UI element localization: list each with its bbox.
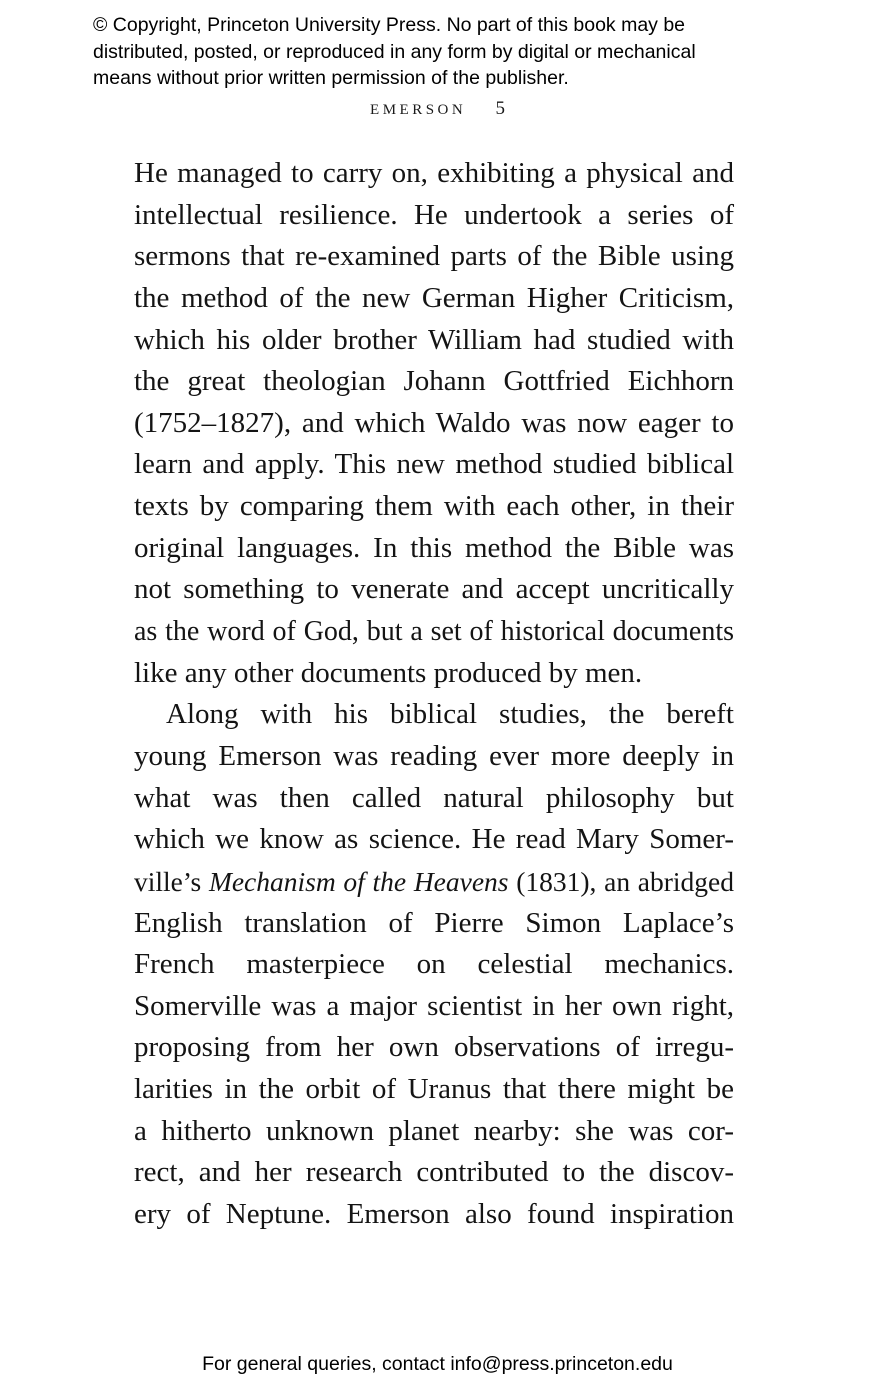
body-text — [134, 153, 734, 1236]
footer-contact: For general queries, contact info@press.princeton.edu — [202, 1353, 673, 1375]
text-line: as the word of God, but a set of historical documents — [134, 616, 734, 648]
text-line: original languages. In this method the Bible was — [134, 531, 734, 564]
text-line: learn and apply. This new method studied biblical — [134, 448, 734, 481]
copyright-line: © Copyright, Princeton University Press. No part of this book may be — [93, 14, 686, 36]
text-line: a hitherto unknown planet nearby: she was cor- — [134, 1114, 734, 1147]
text-line: the great theologian Johann Gottfried Eichhorn — [134, 365, 734, 398]
running-title: EMERSON — [370, 102, 467, 118]
text-line: Along with his biblical studies, the bereft — [166, 698, 734, 731]
text-line: He managed to carry on, exhibiting a physical and — [134, 157, 734, 189]
text-line: intellectual resilience. He undertook a series of — [134, 198, 734, 231]
text-line: Somerville was a major scientist in her own right, — [134, 989, 734, 1022]
text-line: English translation of Pierre Simon Laplace’s — [134, 906, 734, 939]
text-line-with-italic — [134, 861, 734, 903]
text-line: proposing from her own observations of irregu- — [134, 1031, 734, 1064]
text-line: (1752–1827), and which Waldo was now eager to — [134, 406, 734, 439]
copyright-notice — [93, 12, 853, 92]
text-line: ery of Neptune. Emerson also found inspiration — [134, 1198, 734, 1231]
text-line: texts by comparing them with each other, in their — [134, 490, 734, 523]
text-line: like any other documents produced by men. — [134, 656, 643, 689]
text-line: young Emerson was reading ever more deeply in — [134, 739, 734, 772]
text-line: the method of the new German Higher Criticism, — [134, 281, 734, 314]
text-line: which we know as science. He read Mary Somer- — [134, 823, 734, 856]
book-title: Mechanism of the Heavens — [208, 865, 509, 897]
copyright-line: distributed, posted, or reproduced in any form by digital or mechanical — [93, 40, 696, 63]
text-line: larities in the orbit of Uranus that there might be — [134, 1073, 734, 1106]
text-line: rect, and her research contributed to the discov- — [134, 1156, 734, 1189]
text-segment: ville’s — [134, 865, 209, 897]
text-line: not something to venerate and accept uncritically — [134, 573, 734, 606]
text-line: what was then called natural philosophy but — [134, 781, 734, 814]
paragraph-2 — [134, 694, 734, 1235]
text-line: French masterpiece on celestial mechanics. — [134, 948, 734, 981]
copyright-line: means without prior written permission of the publisher. — [93, 67, 569, 89]
text-line: sermons that re-examined parts of the Bible using — [134, 240, 734, 273]
page-number: 5 — [495, 98, 505, 119]
text-segment: (1831), an abridged — [508, 865, 735, 897]
running-head — [0, 98, 875, 120]
paragraph-1 — [134, 153, 734, 694]
text-line: which his older brother William had studied with — [134, 323, 734, 356]
